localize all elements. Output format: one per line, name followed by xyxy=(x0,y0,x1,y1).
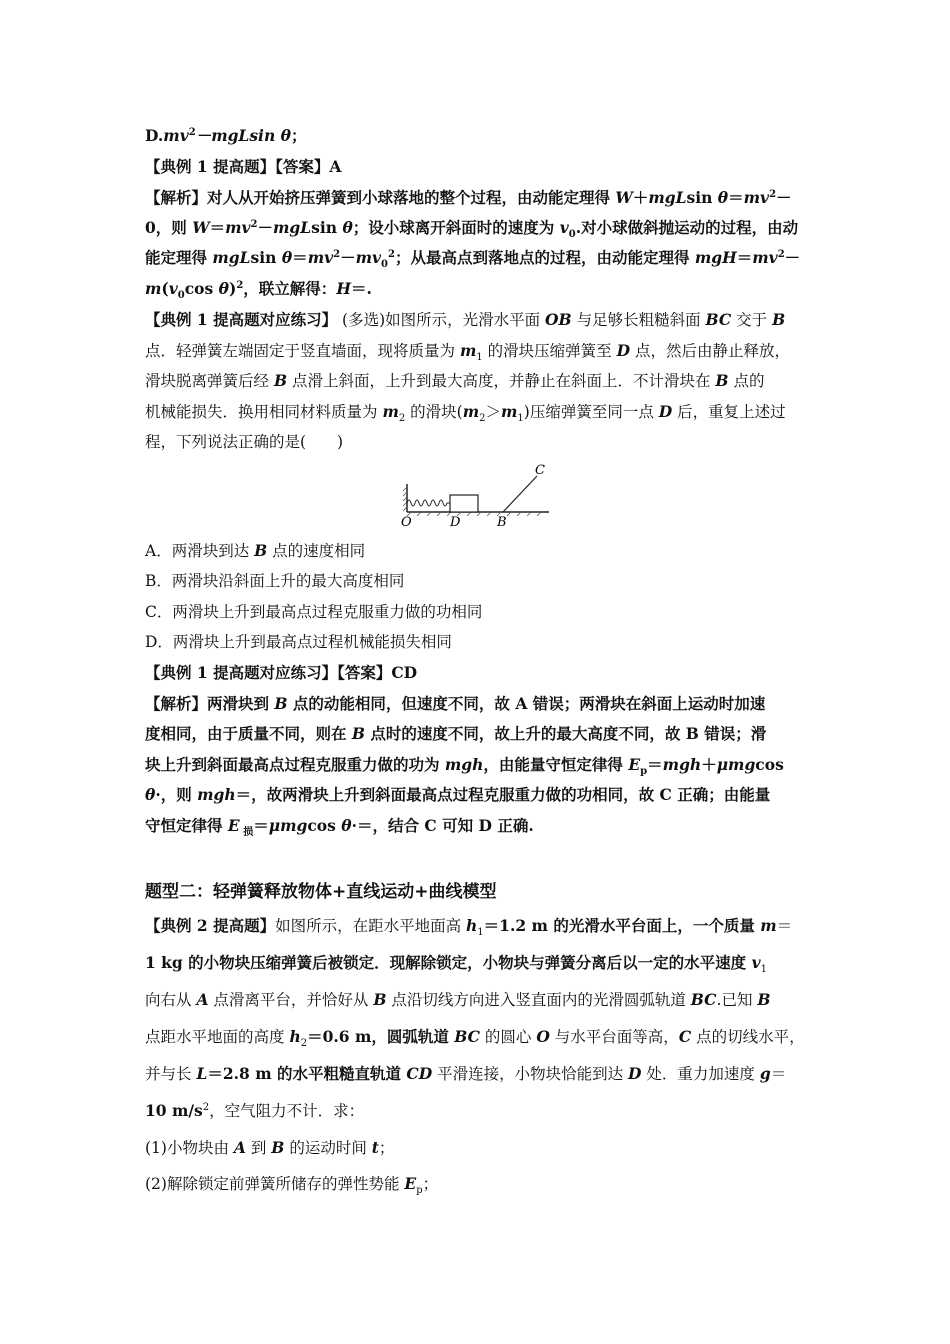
example2-subquestion-2: (2)解除锁定前弹簧所储存的弹性势能 $E_p$； xyxy=(145,1174,439,1197)
practice-analysis-line: θ·，则 mgh＝，故两滑块上升到斜面最高点过程克服重力做的功相同，故 C 正确；由能量 xyxy=(145,785,771,804)
spring xyxy=(407,500,450,506)
example1-analysis-line: 0，则 $W=mv^2-mgLsin$ θ；设小球离开斜面时的速度为 $v_0$.对小球做斜抛运动的过程，由动 xyxy=(145,218,799,241)
practice-question-line: 【典例 1 提高题对应练习】 (多选)如图所示，光滑水平面 OB 与足够长粗糙斜面 BC 交于 B xyxy=(145,310,786,329)
example1-analysis-line: $m(v_0\cos$ θ)$^2$，联立解得：H＝. xyxy=(145,279,372,302)
practice-question-line: 点．轻弹簧左端固定于竖直墙面，现将质量为 $m_1$ 的滑块压缩弹簧至 D 点，然后由静止释放， xyxy=(145,341,790,364)
option-a: A．两滑块到达 B 点的速度相同 xyxy=(145,541,366,560)
practice-question-line: 机械能损失．换用相同材料质量为 $m_2$ 的滑块$(m_2>m_1)$压缩弹簧至同一点 D 后，重复上述过 xyxy=(145,402,786,425)
section-heading: 题型二：轻弹簧释放物体+直线运动+曲线模型 xyxy=(145,882,497,902)
example1-analysis-line: 能定理得 mgLsin $\theta=mv^2-mv_0^2$；从最高点到落地点的过程，由动能定理得 $mgH=mv^2-$ xyxy=(145,248,801,271)
example2-subquestion-1: (1)小物块由 A 到 B 的运动时间 t； xyxy=(145,1138,395,1157)
example2-question-line: 1 kg 的小物块压缩弹簧后被锁定．现解除锁定，小物块与弹簧分离后以一定的水平速度 $v_1$ xyxy=(145,953,767,976)
label-c: C xyxy=(535,463,545,478)
example1-answer: 【典例 1 提高题】【答案】A xyxy=(145,157,342,176)
practice-analysis-line: 【解析】两滑块到 B 点的动能相同，但速度不同，故 A 错误；两滑块在斜面上运动时加速 xyxy=(145,694,766,713)
practice-analysis-line: 守恒定律得 E $_损$＝μmgcos θ·＝，结合 C 可知 D 正确. xyxy=(145,816,534,839)
incline-line xyxy=(503,476,537,512)
example2-question-line: 点距水平地面的高度 $h_2=0.6$ m，圆弧轨道 BC 的圆心 O 与水平台面等高，C 点的切线水平， xyxy=(145,1027,805,1050)
option-d-line: $D.mv^2-mgLsin$ θ； xyxy=(145,126,307,145)
label-b: B xyxy=(497,515,507,530)
example2-question-line: 【典例 2 提高题】如图所示，在距水平地面高 $h_1=1.2$ m 的光滑水平台面上，一个质量 m＝ xyxy=(145,916,793,939)
practice-answer: 【典例 1 提高题对应练习】【答案】CD xyxy=(145,663,418,682)
example2-question-line: 向右从 A 点滑离平台，并恰好从 B 点沿切线方向进入竖直面内的光滑圆弧轨道 BC.已知 B xyxy=(145,990,771,1009)
option-d: D．两滑块上升到最高点过程机械能损失相同 xyxy=(145,633,452,651)
option-c: C．两滑块上升到最高点过程克服重力做的功相同 xyxy=(145,603,483,621)
practice-question-line: 程，下列说法正确的是( ) xyxy=(145,433,344,451)
label-d: D xyxy=(450,515,461,530)
option-b: B．两滑块沿斜面上升的最大高度相同 xyxy=(145,572,405,590)
example2-question-line: 10 $m/s^2$，空气阻力不计．求： xyxy=(145,1101,365,1120)
label-o: O xyxy=(401,515,412,530)
spring-incline-figure xyxy=(395,462,555,532)
example1-analysis-line: 【解析】对人从开始挤压弹簧到小球落地的整个过程，由动能定理得 W＋mgLsin $\theta=mv^2-$ xyxy=(145,188,792,207)
example2-question-line: 并与长 L＝2.8 m 的水平粗糙直轨道 CD 平滑连接，小物块恰能到达 D 处．重力加速度 g＝ xyxy=(145,1064,787,1083)
practice-analysis-line: 块上升到斜面最高点过程克服重力做的功为 mgh，由能量守恒定律得 $E_p=mgh+\mu mgcos$ xyxy=(145,755,784,778)
practice-analysis-line: 度相同，由于质量不同，则在 B 点时的速度不同，故上升的最大高度不同，故 B 错误；滑 xyxy=(145,724,767,743)
slider-block xyxy=(450,495,478,512)
practice-question-line: 滑块脱离弹簧后经 B 点滑上斜面，上升到最大高度，并静止在斜面上．不计滑块在 B 点的 xyxy=(145,371,765,390)
